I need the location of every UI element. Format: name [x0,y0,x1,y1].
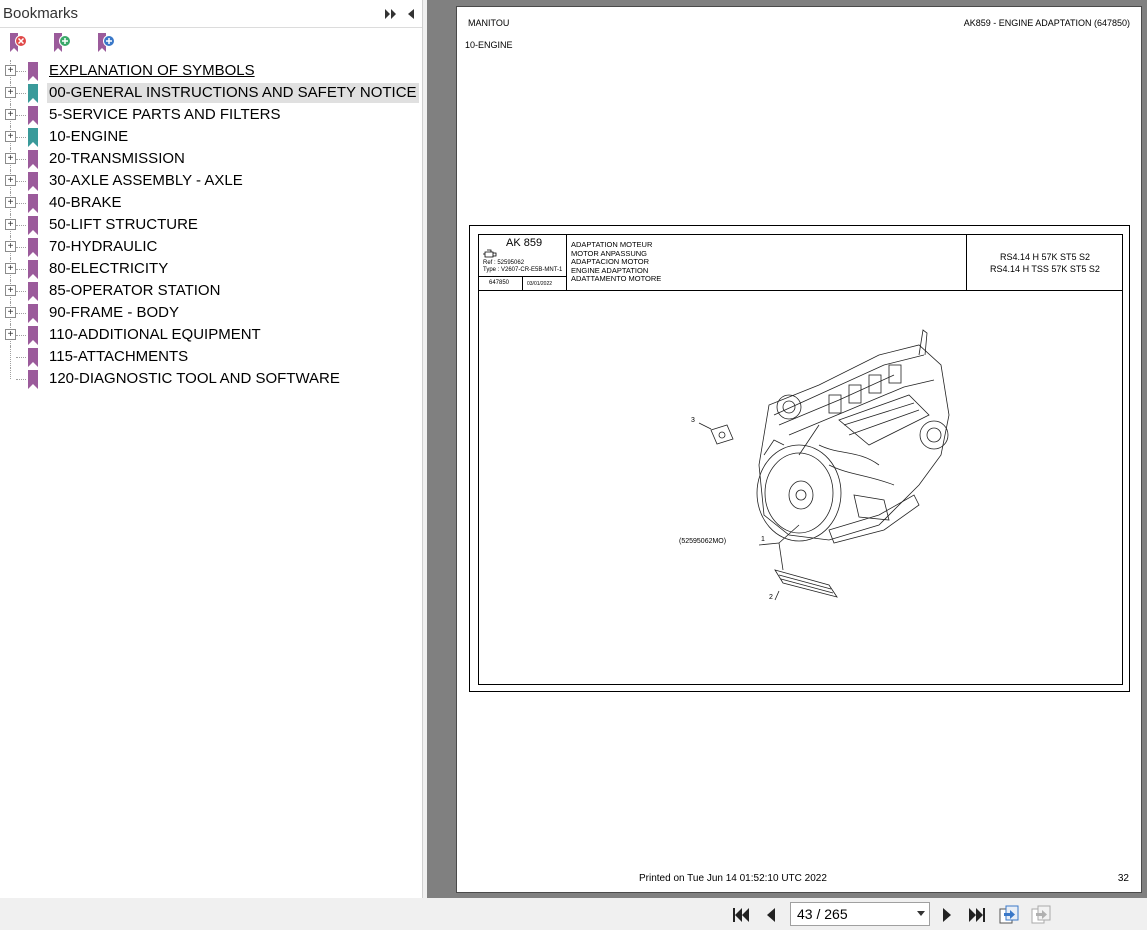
bookmark-label[interactable]: 120-DIAGNOSTIC TOOL AND SOFTWARE [49,370,340,387]
callout-3: 3 [691,417,695,424]
engine-symbol-icon [483,249,497,259]
add-child-bookmark-button[interactable] [96,32,116,54]
expand-icon[interactable]: + [5,263,16,274]
bookmark-item[interactable] [0,192,422,214]
expand-icon[interactable]: + [5,329,16,340]
expand-icon[interactable]: + [5,109,16,120]
tree-connector [10,346,11,368]
collapse-panel-icon[interactable] [402,5,420,23]
bookmark-label[interactable]: 70-HYDRAULIC [49,238,158,255]
bookmark-icon [27,216,39,235]
expand-icon[interactable]: + [5,307,16,318]
first-page-button[interactable] [730,904,752,926]
title-block-code: AK 859 [506,237,543,249]
bookmarks-toolbar [0,28,422,58]
bookmark-icon [27,326,39,345]
bookmark-label[interactable]: 10-ENGINE [49,128,129,145]
tree-connector [16,379,26,380]
page-number-value: 43 / 265 [797,906,848,922]
bookmark-icon [27,150,39,169]
bookmark-icon [27,238,39,257]
bookmark-label[interactable]: EXPLANATION OF SYMBOLS [49,62,255,79]
bookmark-label[interactable]: 115-ATTACHMENTS [49,348,189,365]
go-back-button[interactable] [998,904,1020,926]
model-2: RS4.14 H TSS 57K ST5 S2 [990,264,1100,274]
bookmark-label[interactable]: 00-GENERAL INSTRUCTIONS AND SAFETY NOTICE [49,84,417,101]
tree-connector [16,71,26,72]
add-bookmark-button[interactable] [52,32,72,54]
expand-icon[interactable]: + [5,65,16,76]
bookmark-item[interactable] [0,302,422,324]
callout-1: 1 [761,536,765,543]
bookmark-label[interactable]: 80-ELECTRICITY [49,260,169,277]
drawing-area [478,234,1123,685]
page-footer-printed: Printed on Tue Jun 14 01:52:10 UTC 2022 [639,873,827,884]
model-1: RS4.14 H 57K ST5 S2 [999,252,1091,262]
bookmark-label[interactable]: 110-ADDITIONAL EQUIPMENT [49,326,261,343]
expand-icon[interactable]: + [5,175,16,186]
description-de: MOTOR ANPASSUNG [571,248,647,258]
bookmark-label[interactable]: 20-TRANSMISSION [49,150,185,167]
bookmark-item[interactable] [0,82,422,104]
bookmark-label[interactable]: 85-OPERATOR STATION [49,282,221,299]
bookmark-item[interactable] [0,214,422,236]
bookmark-icon [27,370,39,389]
tree-connector [16,181,26,182]
bookmark-icon [27,106,39,125]
page-brand: MANITOU [468,18,510,28]
drawing-frame [469,225,1130,692]
bookmark-item[interactable] [0,148,422,170]
bookmark-label[interactable]: 90-FRAME - BODY [49,304,180,321]
expand-icon[interactable]: + [5,285,16,296]
tree-connector [16,159,26,160]
go-forward-button[interactable] [1030,904,1052,926]
page-number: 32 [1117,873,1129,884]
navigation-bar [0,898,1147,930]
tree-connector [16,93,26,94]
tree-connector [16,115,26,116]
bookmark-item[interactable] [0,170,422,192]
next-page-button[interactable] [936,904,958,926]
expand-icon[interactable]: + [5,131,16,142]
description-it: ADATTAMENTO MOTORE [571,274,662,283]
engine-illustration [679,325,979,615]
tree-connector [16,137,26,138]
bookmark-item[interactable] [0,60,422,82]
title-block-description-cell [567,235,967,291]
bookmark-icon [27,348,39,367]
tree-connector [16,313,26,314]
bookmark-icon [27,282,39,301]
bookmark-item[interactable] [0,346,422,368]
bookmark-item[interactable] [0,236,422,258]
delete-bookmark-button[interactable] [8,32,28,54]
bookmark-label[interactable]: 40-BRAKE [49,194,122,211]
expand-panel-icon[interactable] [382,5,400,23]
bookmark-item[interactable] [0,368,422,390]
bookmark-item[interactable] [0,324,422,346]
bookmark-item[interactable] [0,258,422,280]
description-fr: ADAPTATION MOTEUR [571,240,653,249]
previous-page-button[interactable] [760,904,782,926]
expand-icon[interactable]: + [5,219,16,230]
tree-connector [16,225,26,226]
page-section: 10-ENGINE [465,40,513,50]
bookmark-item[interactable] [0,104,422,126]
title-block-ref: Ref : 52595062 [483,260,525,266]
description-en: ENGINE ADAPTATION [571,265,649,275]
bookmark-icon [27,62,39,81]
expand-icon[interactable]: + [5,197,16,208]
last-page-button[interactable] [966,904,988,926]
bookmark-item[interactable] [0,126,422,148]
tree-connector [16,203,26,204]
bookmark-tree [0,58,422,390]
tree-connector [10,368,11,379]
page-header-title: AK859 - ENGINE ADAPTATION (647850) [963,18,1130,28]
title-block-id-cell [479,235,567,291]
callout-2: 2 [769,594,773,601]
bookmarks-panel-title: Bookmarks [3,5,79,22]
tree-connector [16,291,26,292]
title-block-type: Type : V2607-CR-E5B-MNT-1 [483,267,563,273]
bookmark-label[interactable]: 50-LIFT STRUCTURE [49,216,198,233]
expand-icon[interactable]: + [5,241,16,252]
chevron-down-icon [917,911,925,916]
tree-connector [16,247,26,248]
bookmark-item[interactable] [0,280,422,302]
tree-connector [16,269,26,270]
expand-icon[interactable]: + [5,153,16,164]
document-view[interactable] [427,0,1147,898]
bookmarks-panel-header [0,0,422,28]
tree-connector [16,335,26,336]
bookmark-icon [27,172,39,191]
bookmark-icon [27,304,39,323]
pdf-page [456,6,1142,893]
bookmark-icon [27,84,39,103]
bookmark-label[interactable]: 5-SERVICE PARTS AND FILTERS [49,106,281,123]
expand-icon[interactable]: + [5,87,16,98]
bookmark-icon [27,194,39,213]
bookmark-icon [27,128,39,147]
page-number-dropdown[interactable] [790,902,930,926]
title-block [479,235,1122,291]
bookmark-icon [27,260,39,279]
title-block-date: 03/01/2022 [527,281,553,287]
tree-connector [16,357,26,358]
description-es: ADAPTACION MOTOR [571,257,650,266]
bookmark-label[interactable]: 30-AXLE ASSEMBLY - AXLE [49,172,243,189]
bookmarks-panel [0,0,423,898]
callout-1-ref: (52595062MO) [679,538,727,545]
title-block-number: 647850 [489,280,510,286]
